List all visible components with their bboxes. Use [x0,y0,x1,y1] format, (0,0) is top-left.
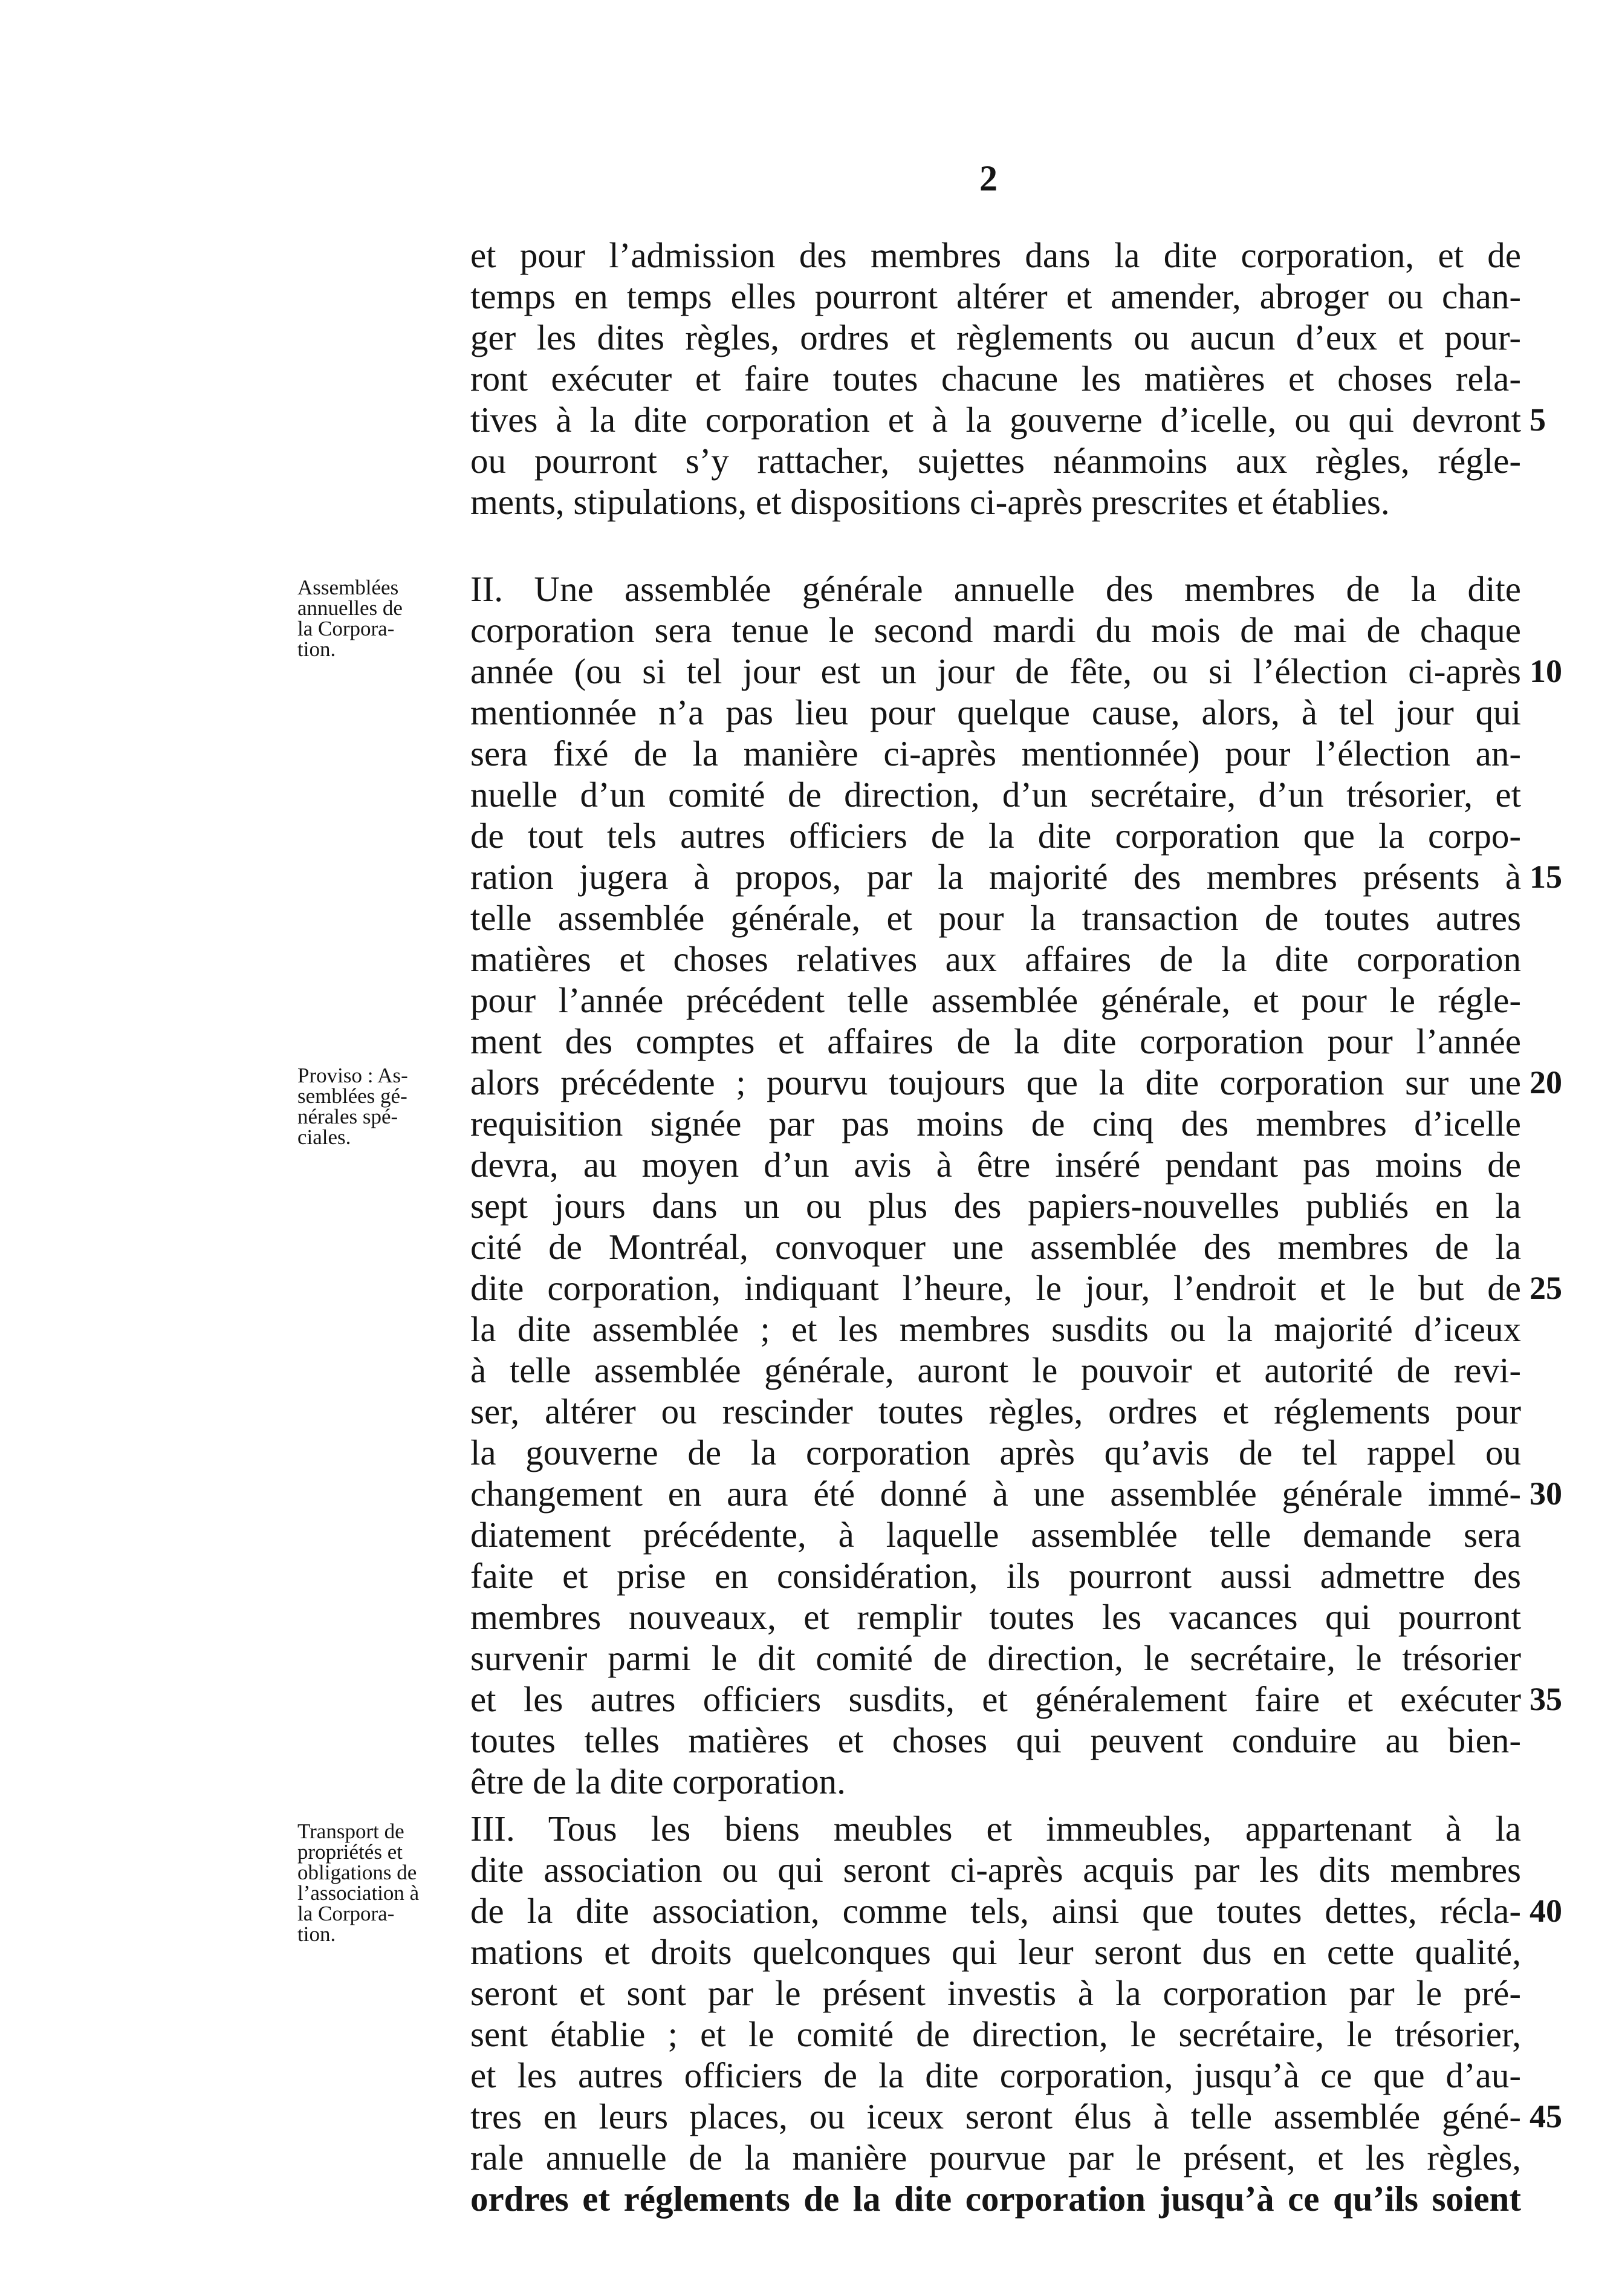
line-number: 45 [1530,2098,1562,2135]
text-line: ordres et réglements de la dite corporation jusqu’à ce qu’ils soient [470,2179,1521,2219]
margin-note-line: l’association à [297,1881,420,1905]
text-line: devra, au moyen d’un avis à être inséré pendant pas moins de [470,1145,1521,1185]
margin-note-annual-meetings [297,577,458,660]
text-line: la dite assemblée ; et les membres susdits ou la majorité d’iceux [470,1309,1521,1349]
text-line: tives à la dite corporation et à la gouverne d’icelle, ou qui devront 5 [470,400,1546,440]
margin-note-line: semblées gé- [297,1084,407,1108]
text-line: dite association ou qui seront ci-après acquis par les dits membres [470,1850,1521,1890]
text-line: nuelle d’un comité de direction, d’un secrétaire, d’un trésorier, et [470,775,1521,815]
text-line: sera fixé de la manière ci-après mentionnée) pour l’élection an- [470,733,1521,773]
text-line: mentionnée n’a pas lieu pour quelque cause, alors, à tel jour qui [470,692,1521,732]
margin-note-line: Assemblées [297,576,399,599]
margin-note-line: tion. [297,1922,336,1946]
text-line: cité de Montréal, convoquer une assemblée des membres de la [470,1227,1521,1267]
text-line: ser, altérer ou rescinder toutes règles, ordres et réglements pour [470,1391,1521,1431]
line-number: 20 [1530,1064,1562,1101]
text-line: alors précédente ; pourvu toujours que la dite corporation sur une 20 [470,1062,1562,1102]
text-line: ments, stipulations, et dispositions ci-après prescrites et établies. [470,482,1390,522]
margin-note-line: la Corpora- [297,617,395,640]
text-line: à telle assemblée générale, auront le pouvoir et autorité de revi- [470,1350,1521,1390]
margin-note-line: annuelles de [297,596,403,620]
text-line: ment des comptes et affaires de la dite corporation pour l’année [470,1021,1521,1061]
paragraph-3 [470,1808,1562,2219]
text-line: matières et choses relatives aux affaires de la dite corporation [470,939,1521,979]
text-line: corporation sera tenue le second mardi du mois de mai de chaque [470,610,1521,650]
text-line: seront et sont par le présent investis à la corporation par le pré- [470,1973,1521,2013]
text-line: ou pourront s’y rattacher, sujettes néanmoins aux règles, régle- [470,441,1521,481]
text-line: diatement précédente, à laquelle assemblée telle demande sera [470,1515,1521,1555]
line-number: 35 [1530,1681,1562,1717]
text-line: et pour l’admission des membres dans la dite corporation, et de [470,235,1521,275]
page-number: 2 [979,158,998,198]
text-line: changement en aura été donné à une assemblée générale immé- 30 [470,1474,1562,1514]
text-line: II. Une assemblée générale annuelle des membres de la dite [470,569,1521,609]
text-line: sent établie ; et le comité de direction, le secrétaire, le trésorier, [470,2014,1521,2054]
margin-note-transfer-of-property [297,1821,458,1945]
margin-note-line: Transport de [297,1820,404,1843]
margin-note-proviso [297,1065,458,1148]
line-number: 15 [1530,859,1562,895]
text-line: survenir parmi le dit comité de direction, le secrétaire, le trésorier [470,1638,1521,1678]
text-line: temps en temps elles pourront altérer et amender, abroger ou chan- [470,276,1521,316]
text-line: pour l’année précédent telle assemblée générale, et pour le régle- [470,980,1521,1020]
text-line: sept jours dans un ou plus des papiers-nouvelles publiés en la [470,1186,1521,1226]
text-line: toutes telles matières et choses qui peuvent conduire au bien- [470,1720,1521,1760]
line-number: 5 [1530,402,1546,438]
margin-note-line: ciales. [297,1125,351,1149]
text-line: ront exécuter et faire toutes chacune les matières et choses rela- [470,359,1521,398]
text-line: tres en leurs places, ou iceux seront élus à telle assemblée géné- 45 [470,2096,1562,2136]
text-line: de la dite association, comme tels, ainsi que toutes dettes, récla- 40 [470,1891,1562,1931]
margin-note-line: nérales spé- [297,1105,398,1128]
text-line: III. Tous les biens meubles et immeubles, appartenant à la [470,1809,1521,1849]
line-number: 25 [1530,1270,1562,1306]
text-line: et les autres officiers susdits, et généralement faire et exécuter 35 [470,1679,1562,1719]
text-line: être de la dite corporation. [470,1761,846,1801]
line-number: 40 [1530,1893,1562,1929]
text-line: la gouverne de la corporation après qu’avis de tel rappel ou [470,1433,1521,1472]
paragraph-1 [470,235,1546,522]
text-line: membres nouveaux, et remplir toutes les vacances qui pourront [470,1597,1521,1637]
text-line: de tout tels autres officiers de la dite corporation que la corpo- [470,816,1521,856]
margin-note-line: obligations de [297,1861,417,1884]
text-line: mations et droits quelconques qui leur seront dus en cette qualité, [470,1932,1521,1972]
text-line: rale annuelle de la manière pourvue par le présent, et les règles, [470,2138,1521,2177]
line-number: 30 [1530,1475,1562,1512]
text-line: requisition signée par pas moins de cinq des membres d’icelle [470,1104,1521,1143]
text-line: ration jugera à propos, par la majorité des membres présents à 15 [470,857,1562,897]
text-line: ger les dites règles, ordres et règlements ou aucun d’eux et pour- [470,317,1521,357]
margin-note-line: Proviso : As- [297,1064,408,1087]
text-line: faite et prise en considération, ils pourront aussi admettre des [470,1556,1521,1596]
margin-note-line: tion. [297,637,336,661]
line-number: 10 [1530,653,1562,689]
text-line: dite corporation, indiquant l’heure, le jour, l’endroit et le but de 25 [470,1268,1562,1308]
text-line: et les autres officiers de la dite corporation, jusqu’à ce que d’au- [470,2055,1521,2095]
margin-note-line: la Corpora- [297,1902,395,1925]
text-line: telle assemblée générale, et pour la transaction de toutes autres [470,898,1521,938]
paragraph-2 [470,568,1562,1802]
text-line: année (ou si tel jour est un jour de fête, ou si l’élection ci-après 10 [470,651,1562,691]
margin-note-line: propriétés et [297,1840,403,1864]
